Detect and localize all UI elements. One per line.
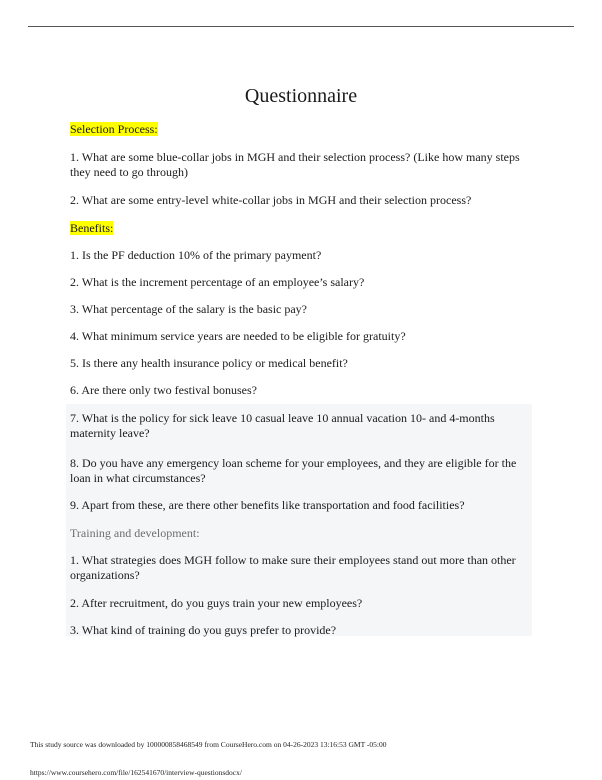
question-item: 8. Do you have any emergency loan scheme for your employees, and they are eligible for the loan in what circumstances? [70,456,517,485]
question-item: 2. What is the increment percentage of an employee’s salary? [70,275,365,289]
question-item: 1. Is the PF deduction 10% of the primary payment? [70,248,322,262]
question-item: 1. What strategies does MGH follow to make sure their employees stand out more than other organizations? [70,553,516,582]
top-rule [28,26,574,27]
question-item: 2. What are some entry-level white-collar jobs in MGH and their selection process? [70,193,472,207]
footer-source-note: This study source was downloaded by 100000858468549 from CourseHero.com on 04-26-2023 13:16:53 GMT -05:00 [30,740,387,749]
question-item: 9. Apart from these, are there other benefits like transportation and food facilities? [70,498,465,512]
question-item: 6. Are there only two festival bonuses? [70,383,257,397]
footer-url[interactable]: https://www.coursehero.com/file/162541670/interview-questionsdocx/ [30,768,242,777]
question-item: 7. What is the policy for sick leave 10 casual leave 10 annual vacation 10- and 4-months maternity leave? [70,411,495,440]
question-item: 3. What percentage of the salary is the basic pay? [70,302,308,316]
question-item: 5. Is there any health insurance policy or medical benefit? [70,356,348,370]
question-item: 1. What are some blue-collar jobs in MGH and their selection process? (Like how many steps they need to go through) [70,150,520,179]
page-title: Questionnaire [244,85,358,107]
question-item: 2. After recruitment, do you guys train your new employees? [70,596,363,610]
section-heading-benefits [70,221,113,236]
question-item: 4. What minimum service years are needed to be eligible for gratuity? [70,329,406,343]
heading-text: Selection Process: [70,122,158,136]
section-heading-training: Training and development: [70,526,200,540]
section-heading-selection [70,122,158,137]
heading-text: Benefits: [70,221,114,235]
question-item: 3. What kind of training do you guys prefer to provide? [70,623,337,637]
